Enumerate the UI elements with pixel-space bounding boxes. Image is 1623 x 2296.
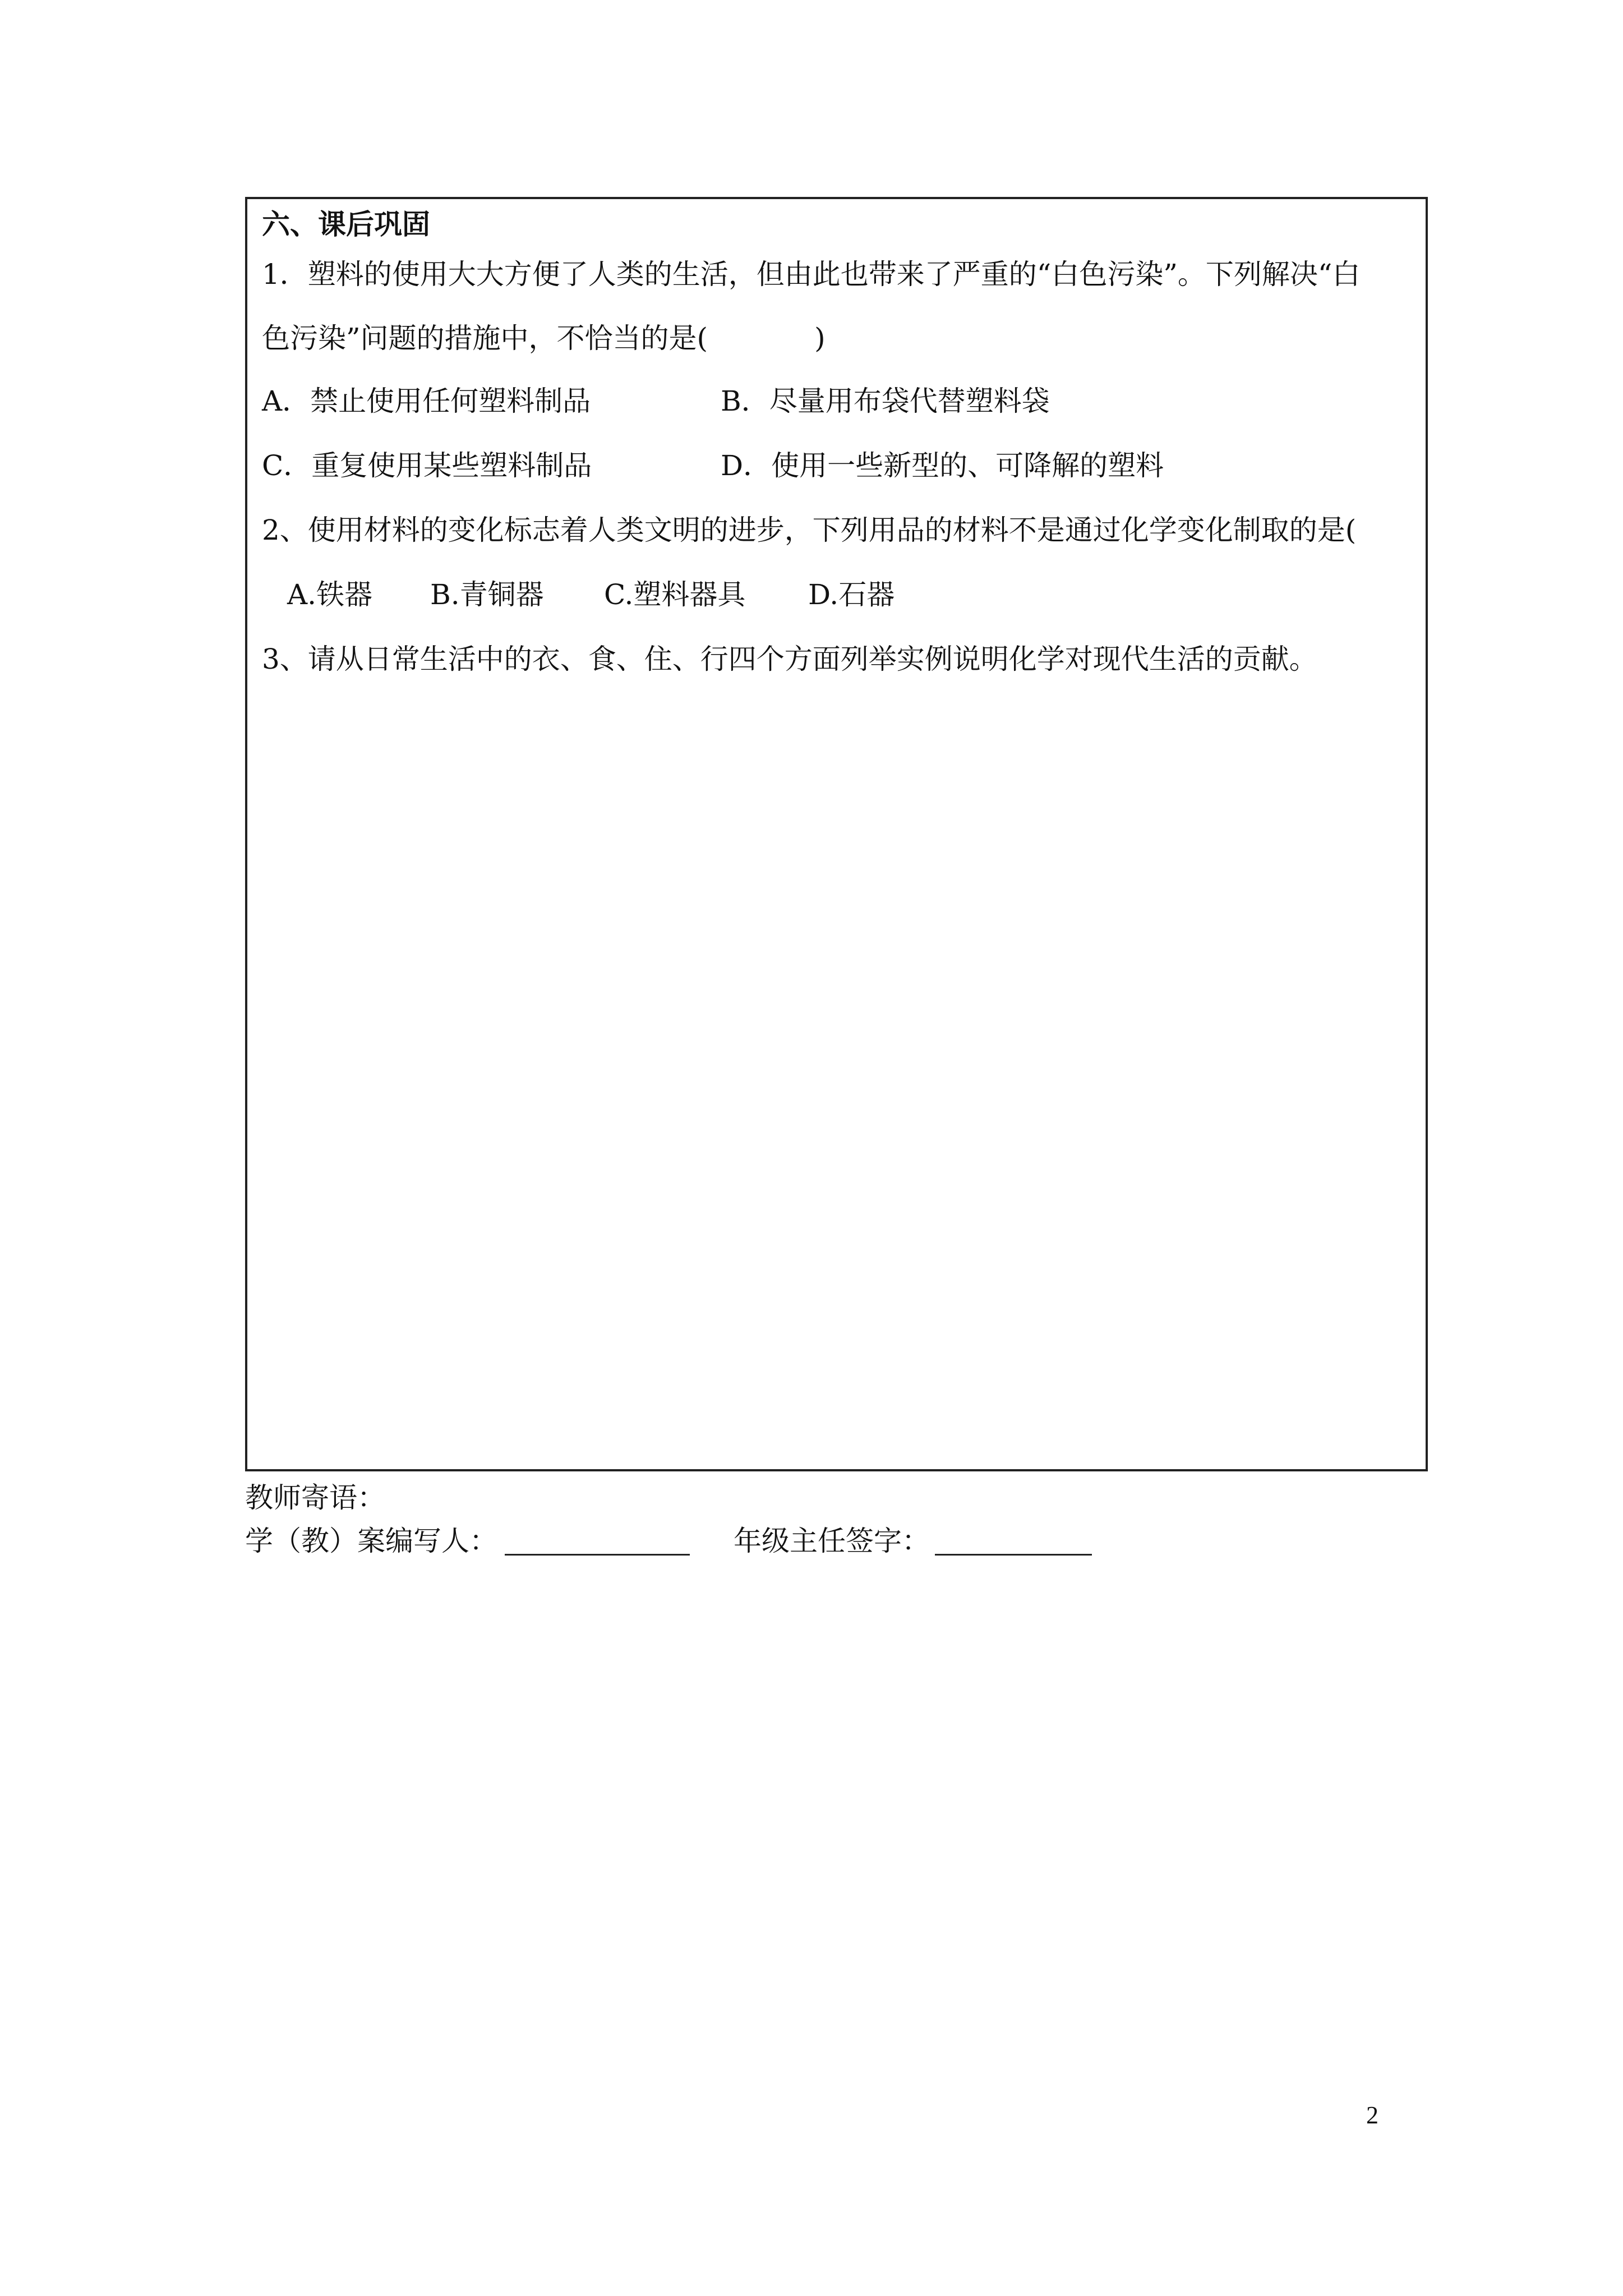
question-2-option-d: D.石器 [808,578,895,611]
question-1-option-b: B．尽量用布袋代替塑料袋 [721,385,1050,417]
question-2-option-c: C.塑料器具 [604,578,746,611]
teacher-note-label: 教师寄语： [245,1481,385,1514]
author-signature-blank[interactable] [505,1527,690,1556]
question-3-stem: 3、请从日常生活中的衣、食、住、行四个方面列举实例说明化学对现代生活的贡献。 [262,643,1317,675]
closing-paren: ) [814,322,826,355]
question-1-option-a: A．禁止使用任何塑料制品 [262,385,591,417]
question-1-option-d: D．使用一些新型的、可降解的塑料 [721,449,1164,482]
director-signature-blank[interactable] [935,1527,1092,1556]
question-1-line-2 [262,322,826,355]
question-2-stem: 2、使用材料的变化标志着人类文明的进步，下列用品的材料不是通过化学变化制取的是( [262,514,1357,546]
page-number: 2 [1366,2101,1378,2129]
question-2-option-a: A.铁器 [287,578,373,611]
author-label: 学（教）案编写人： [245,1525,497,1557]
section-title: 六、课后巩固 [262,208,430,241]
question-1-option-c: C．重复使用某些塑料制品 [262,449,592,482]
question-1-line-1: 1．塑料的使用大大方便了人类的生活，但由此也带来了严重的“白色污染”。下列解决“白 [262,258,1361,291]
question-2-option-b: B.青铜器 [430,578,544,611]
question-1-stem-end: 色污染”问题的措施中，不恰当的是( [262,322,708,355]
director-label: 年级主任签字： [734,1525,930,1557]
